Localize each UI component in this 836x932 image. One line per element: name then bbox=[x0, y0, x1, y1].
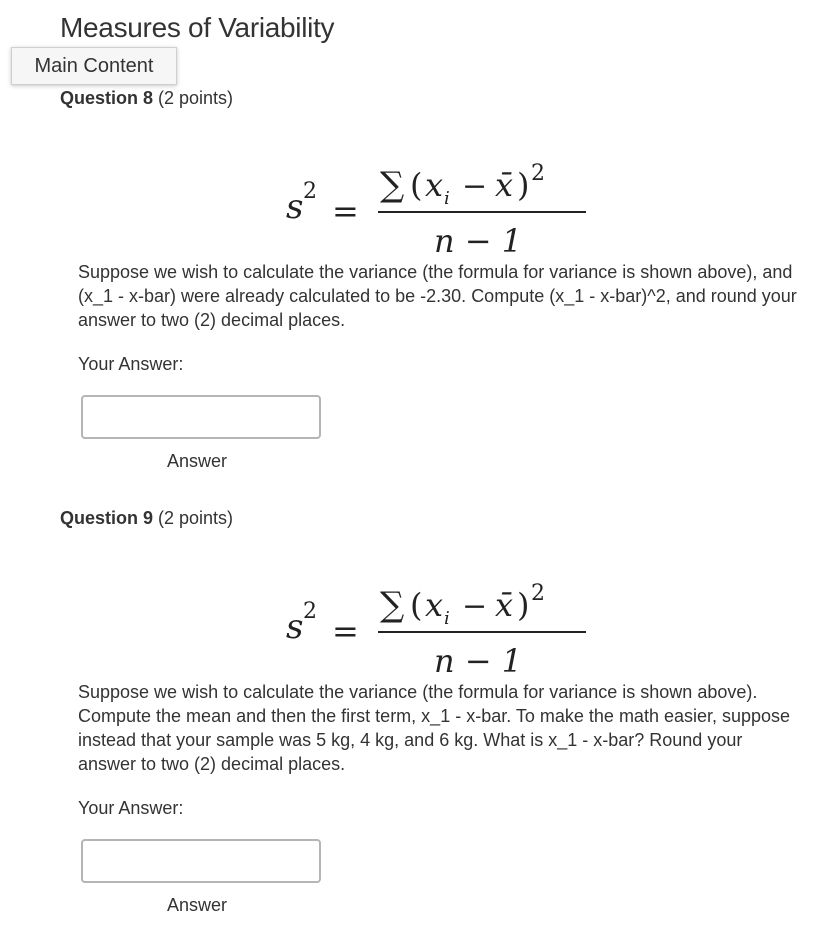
question-number: Question 8 bbox=[60, 88, 154, 108]
formula-close-paren: ) bbox=[517, 586, 530, 624]
question-text: Suppose we wish to calculate the variance (the formula for variance is shown above). Compute the mean and then the first term, x_1 - x-bar. To make the math easier, suppose instead that your sample was 5 kg, 4 kg, and 6 kg. What is x_1 - x-bar? Round your answer to two (2) decimal places. bbox=[78, 682, 791, 774]
formula-lhs: s bbox=[286, 187, 304, 227]
your-answer-label: Your Answer: bbox=[78, 354, 184, 374]
main-content-link[interactable]: Main Content bbox=[11, 47, 177, 85]
formula-sub-i: i bbox=[444, 188, 450, 209]
formula-minus: − bbox=[462, 589, 488, 624]
formula-rhs-exponent: 2 bbox=[531, 161, 545, 186]
formula-denominator: n − 1 bbox=[434, 642, 523, 680]
answer-input[interactable] bbox=[81, 839, 321, 883]
question-heading bbox=[60, 508, 233, 529]
formula-lhs-exponent: 2 bbox=[303, 179, 317, 204]
formula-minus: − bbox=[462, 169, 488, 204]
formula-equals: = bbox=[332, 612, 359, 650]
formula-open-paren: ( bbox=[410, 586, 423, 624]
formula-open-paren: ( bbox=[410, 166, 423, 204]
formula-lhs: s bbox=[286, 607, 304, 647]
formula-sigma: ∑ bbox=[380, 165, 405, 205]
formula-xbar: x̄ bbox=[495, 166, 514, 204]
formula-lhs-exponent: 2 bbox=[303, 599, 317, 624]
variance-formula bbox=[270, 116, 610, 260]
your-answer-label: Your Answer: bbox=[78, 798, 184, 818]
formula-x: x bbox=[425, 586, 444, 624]
formula-rhs-exponent: 2 bbox=[531, 581, 545, 606]
question-text: Suppose we wish to calculate the variance (the formula for variance is shown above), and (x_1 - x-bar) were already calculated to be -2.30. Compute (x_1 - x-bar)^2, and round your answer to two (2) decimal places. bbox=[78, 262, 797, 330]
formula-denominator: n − 1 bbox=[434, 222, 523, 260]
formula-x: x bbox=[425, 166, 444, 204]
formula-equals: = bbox=[332, 192, 359, 230]
formula-xbar: x̄ bbox=[495, 586, 514, 624]
formula-sub-i: i bbox=[444, 608, 450, 629]
question-points: (2 points) bbox=[153, 508, 234, 528]
question-heading bbox=[60, 88, 233, 109]
page-title: Measures of Variability bbox=[60, 12, 335, 43]
formula-sigma: ∑ bbox=[380, 585, 405, 625]
answer-input[interactable] bbox=[81, 395, 321, 439]
question-number: Question 9 bbox=[60, 508, 154, 528]
formula-close-paren: ) bbox=[517, 166, 530, 204]
question-points: (2 points) bbox=[153, 88, 234, 108]
answer-caption: Answer bbox=[167, 451, 228, 471]
variance-formula bbox=[270, 536, 610, 680]
answer-caption: Answer bbox=[167, 895, 228, 915]
